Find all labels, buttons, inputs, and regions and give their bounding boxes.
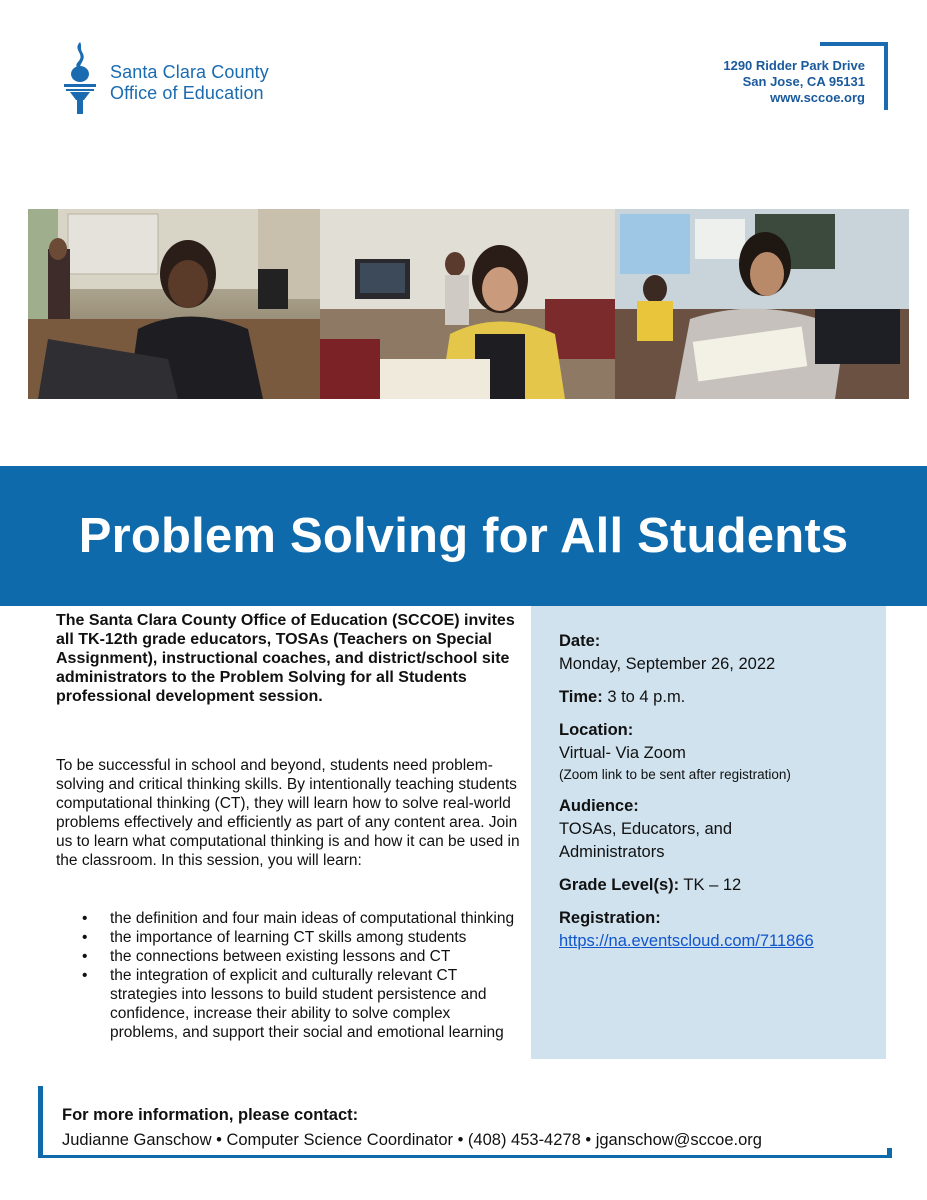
photo-strip [28,209,909,399]
date-value: Monday, September 26, 2022 [559,655,776,673]
org-logo [60,40,290,118]
address-street: 1290 Ridder Park Drive [723,58,865,73]
list-item: • the integration of explicit and culturally relevant CT strategies into lessons to build student persistence and confidence, increase their ability to solve complex problems, and support their social and emotional learning [82,966,522,1042]
footer-corner [887,1148,892,1158]
torch-icon [60,40,100,116]
location-note: (Zoom link to be sent after registration) [559,767,791,782]
list-item: • the importance of learning CT skills among students [82,928,522,947]
event-details-box [531,606,886,1059]
location-section [559,719,858,785]
body-paragraph: To be successful in school and beyond, students need problem-solving and critical thinking skills. By intentionally teaching students computational thinking (CT), they will learn how to solve real-world problems effectively and efficiently as part of any content area. Join us to learn what computational thinking is and how it can be used in the classroom. In this session, you will learn: [56,757,520,869]
registration-link[interactable]: https://na.eventscloud.com/711866 [559,932,814,950]
time-value: 3 to 4 p.m. [607,688,686,706]
grade-label: Grade Level(s): [559,876,680,894]
audience-value-line1: TOSAs, Educators, and [559,820,733,838]
grade-section [559,874,858,897]
time-section [559,686,858,709]
date-section [559,630,858,676]
learning-objectives-list [82,909,522,1042]
address-block [723,58,865,106]
audience-label: Audience: [559,797,639,815]
contact-footer [38,1086,890,1158]
time-label: Time: [559,688,603,706]
audience-value-line2: Administrators [559,843,665,861]
grade-value: TK – 12 [683,876,742,894]
contact-details: Judianne Ganschow • Computer Science Coordinator • (408) 453-4278 • jganschow@sccoe.org [62,1131,762,1149]
photo-student-writing [615,209,909,399]
registration-section [559,907,858,953]
intro-paragraph: The Santa Clara County Office of Education (SCCOE) invites all TK-12th grade educators, TOSAs (Teachers on Special Assignment), instructional coaches, and district/school site administrators to the Problem Solving for all Students professional development session. [56,612,515,705]
photo-student-smiling [320,209,615,399]
location-label: Location: [559,721,634,739]
page-title: Problem Solving for All Students [78,509,849,563]
location-value: Virtual- Via Zoom [559,744,686,762]
address-city: San Jose, CA 95131 [742,74,865,89]
date-label: Date: [559,632,601,650]
registration-label: Registration: [559,909,661,927]
contact-heading: For more information, please contact: [62,1106,359,1124]
audience-section [559,795,858,864]
photo-student-laptop [28,209,320,399]
list-item: • the definition and four main ideas of computational thinking [82,909,522,928]
address-website: www.sccoe.org [770,90,865,105]
title-banner [0,466,927,606]
list-item: • the connections between existing lessons and CT [82,947,522,966]
org-name: Santa Clara County Office of Education [110,62,269,103]
